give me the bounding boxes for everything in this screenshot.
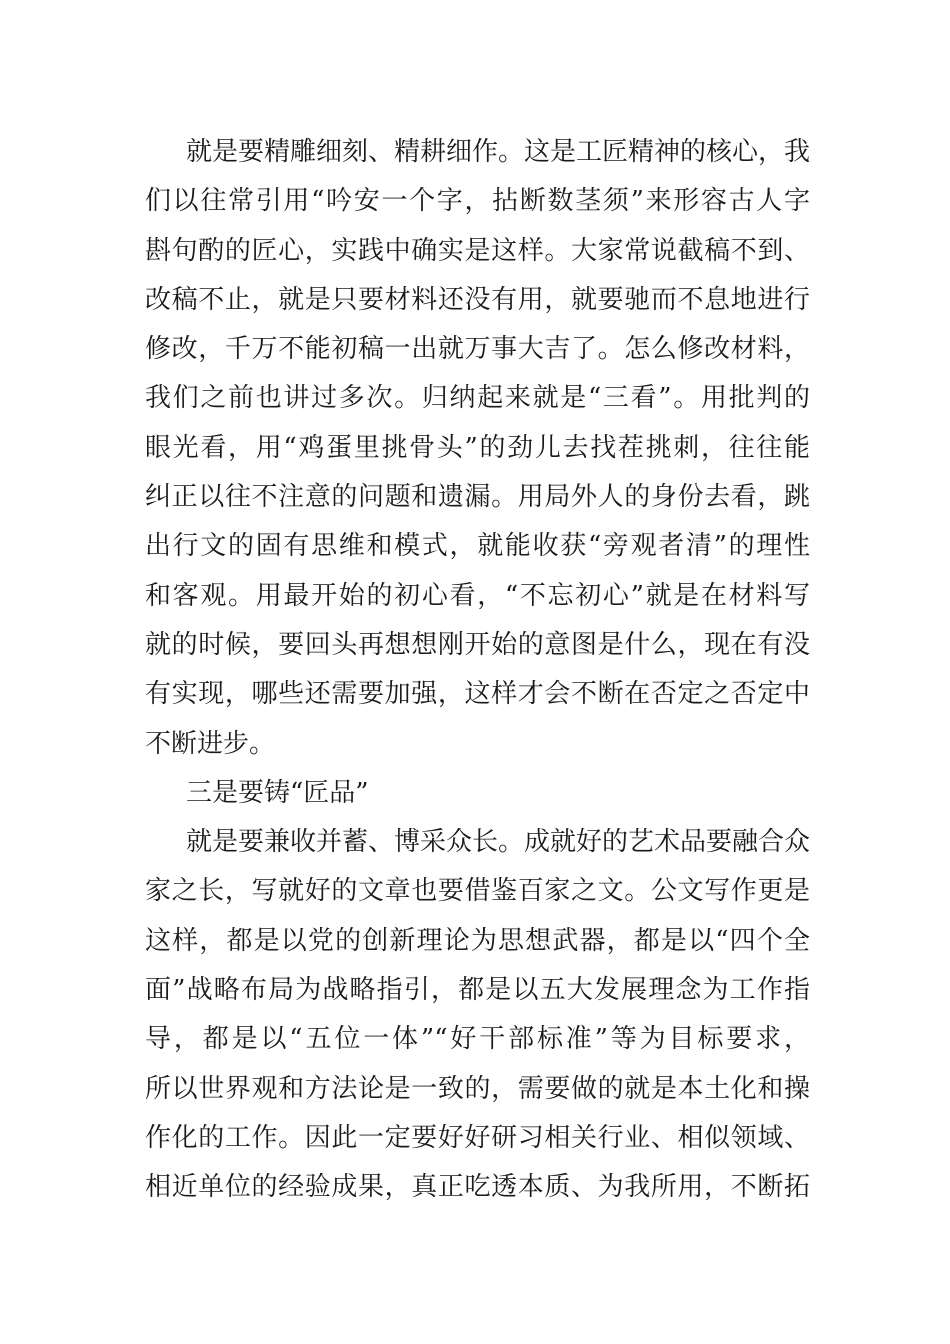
paragraph-line: 斟句酌的匠心，实践中确实是这样。大家常说截稿不到、 (145, 235, 810, 266)
paragraph-line: 就是要精雕细刻、精耕细作。这是工匠精神的核心，我 (186, 137, 811, 167)
paragraph-line: 我们之前也讲过多次。归纳起来就是“三看”。用批判的 (145, 383, 810, 414)
section-heading: 三是要铸“匠品” (186, 777, 369, 808)
paragraph-line: 就是要兼收并蓄、博采众长。成就好的艺术品要融合众 (186, 827, 811, 858)
paragraph-line: 面”战略布局为战略指引，都是以五大发展理念为工作指 (145, 975, 810, 1006)
paragraph-line: 出行文的固有思维和模式，就能收获“旁观者清”的理性 (145, 531, 810, 562)
paragraph-line: 相近单位的经验成果，真正吃透本质、为我所用，不断拓 (145, 1172, 810, 1203)
paragraph-line: 家之长，写就好的文章也要借鉴百家之文。公文写作更是 (145, 876, 810, 907)
paragraph-line: 们以往常引用“吟安一个字，拈断数茎须”来形容古人字 (145, 186, 810, 217)
paragraph-line: 修改，千万不能初稿一出就万事大吉了。怎么修改材料， (145, 334, 810, 365)
paragraph-line: 就的时候，要回头再想想刚开始的意图是什么，现在有没 (145, 629, 810, 660)
paragraph-line: 不断进步。 (145, 728, 276, 759)
paragraph-line: 所以世界观和方法论是一致的，需要做的就是本土化和操 (145, 1073, 810, 1104)
paragraph-line: 作化的工作。因此一定要好好研习相关行业、相似领域、 (145, 1122, 810, 1153)
paragraph-2 (145, 818, 810, 1212)
paragraph-1 (145, 128, 810, 769)
document-body (145, 128, 810, 1213)
paragraph-line: 眼光看，用“鸡蛋里挑骨头”的劲儿去找茬挑刺，往往能 (145, 432, 810, 463)
paragraph-line: 有实现，哪些还需要加强，这样才会不断在否定之否定中 (145, 679, 810, 710)
paragraph-line: 改稿不止，就是只要材料还没有用，就要驰而不息地进行 (145, 284, 810, 315)
paragraph-line: 导，都是以“五位一体”“好干部标准”等为目标要求， (145, 1024, 810, 1055)
paragraph-line: 这样，都是以党的创新理论为思想武器，都是以“四个全 (145, 925, 810, 956)
paragraph-line: 和客观。用最开始的初心看，“不忘初心”就是在材料写 (145, 580, 810, 611)
paragraph-line: 纠正以往不注意的问题和遗漏。用局外人的身份去看，跳 (145, 482, 810, 513)
